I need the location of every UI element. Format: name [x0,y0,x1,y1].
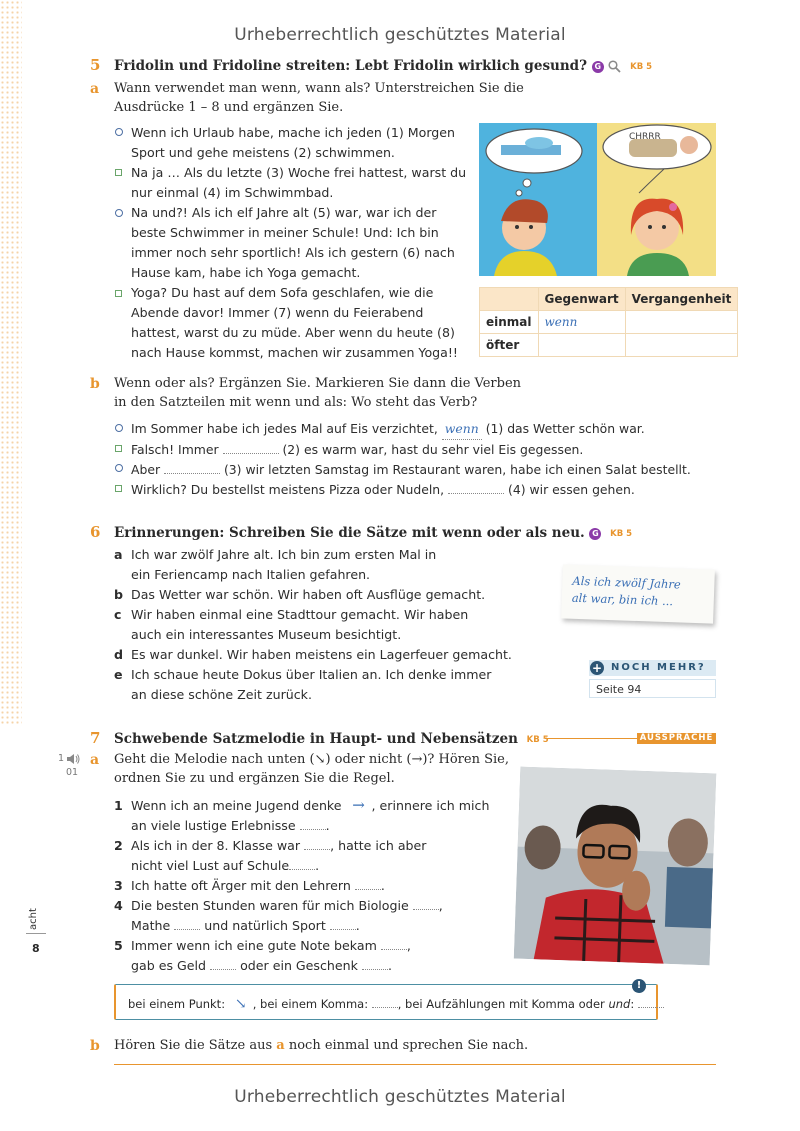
rule-text-und: und [608,997,631,1011]
item-number: 1 [114,798,123,813]
speaker-fridoline-bullet [115,169,122,176]
exercise-5b-instruction [114,374,534,412]
dialog-line: hattest, warst du zu müde. Aber wenn du heute (8) [131,325,455,340]
item-text: . [325,818,330,833]
aussprache-tag: AUSSPRACHE [637,733,716,744]
exercise-5a-dialog [131,123,471,363]
exercise-5a-letter: a [90,81,100,97]
exercise-7a-letter: a [90,752,100,768]
table-cell-answer[interactable] [625,311,738,334]
speaker-fridolin-bullet [115,209,123,217]
audio-track-label[interactable] [58,753,80,764]
title-rule [545,738,637,739]
instruction-line: ordnen Sie zu und ergänzen Sie die Regel. [114,771,395,786]
table-header: Vergangenheit [625,288,738,311]
dialog-line: nach Hause kommst, machen wir zusammen Yoga!! [131,345,458,360]
exercise-7-number: 7 [90,729,101,747]
list-item [131,440,731,460]
noch-mehr-page-link[interactable]: Seite 94 [589,679,716,698]
grammar-badge-icon: G [592,61,604,73]
list-item [114,545,534,565]
answer-blank[interactable] [300,829,326,830]
item-text: Wenn ich an meine Jugend denke [131,798,342,813]
dialog-line: Hause kam, habe ich Yoga gemacht. [131,265,361,280]
item-text: Immer wenn ich eine gute Note bekam [131,938,377,953]
decorative-dot-pattern [0,0,22,725]
noch-mehr-label: NOCH MEHR? [611,662,706,673]
item-text: oder ein Geschenk [240,958,358,973]
item-text: gab es Geld [131,958,207,973]
item-text: Ich war zwölf Jahre alt. Ich bin zum ersten Mal in [131,547,437,562]
table-cell-answer[interactable] [538,334,625,357]
snore-text: CHRRR [629,132,661,142]
item-text: (4) wir essen gehen. [508,482,635,497]
item-text: Im Sommer habe ich jedes Mal auf Eis verzichtet, [131,421,438,436]
note-line: Als ich zwölf Jahre [572,573,681,592]
item-text: Mathe [131,918,171,933]
speaker-fridolin-bullet [115,128,123,136]
list-item [114,936,514,956]
item-text: (3) wir letzten Samstag im Restaurant waren, habe ich einen Salat bestellt. [223,462,691,477]
exercise-6-title-text: Erinnerungen: Schreiben Sie die Sätze mit wenn oder als neu. [114,525,585,541]
item-text: Ich hatte oft Ärger mit den Lehrern [131,878,351,893]
magnifier-icon [608,60,621,73]
item-letter: b [114,587,124,602]
speaker-bullet [115,424,123,432]
exercise-6-number: 6 [90,523,101,541]
rule-text-part: , bei einem Komma: [252,997,369,1011]
plus-icon: + [591,661,603,675]
item-text: nicht viel Lust auf Schule [131,858,290,873]
speaker-bullet [115,445,122,452]
item-text: Wir haben einmal eine Stadttour gemacht. Wir haben [131,607,469,622]
item-text: Falsch! Immer [131,442,219,457]
instruction-text: Hören Sie die Sätze aus [114,1038,273,1053]
item-text: (1) das Wetter schön war. [485,421,645,436]
item-text: und natürlich Sport [204,918,326,933]
kb-reference: KB 5 [526,734,549,745]
rule-text-part: , bei Aufzählungen mit Komma oder [397,997,605,1011]
exercise-7b-letter: b [90,1038,100,1054]
list-item [131,480,731,500]
exercise-7a-items [114,795,514,976]
exercise-5b-letter: b [90,376,100,392]
dialog-line: Wenn ich Urlaub habe, mache ich jeden (1) Morgen [131,125,455,140]
speaker-icon [67,754,80,764]
item-text: Die besten Stunden waren für mich Biologie [131,898,409,913]
dialog-line: Na ja … Als du letzte (3) Woche frei hattest, warst du [131,165,467,180]
exercise-5b-items [131,419,731,500]
instruction-line: Ausdrücke 1 – 8 und ergänzen Sie. [114,100,344,115]
item-letter: e [114,667,123,682]
exercise-7b-instruction [114,1036,534,1055]
list-item [114,585,534,605]
item-text: (2) es warm war, hast du sehr viel Eis gegessen. [282,442,584,457]
student-photo [514,767,717,966]
instruction-line: Wenn oder als? Ergänzen Sie. Markieren Sie dann die Verben [114,376,522,391]
item-number: 2 [114,838,123,853]
dialog-line: Sport und gehe meistens (2) schwimmen. [131,145,395,160]
answer-blank[interactable] [164,473,220,474]
item-text: Als ich in der 8. Klasse war [131,838,301,853]
list-item [114,896,514,916]
noch-mehr-header [589,660,716,676]
list-item [114,836,514,856]
answer-blank[interactable] [223,453,279,454]
answer-blank[interactable] [210,969,236,970]
list-item-cont: an diese schöne Zeit zurück. [131,687,312,702]
instruction-line: in den Satzteilen mit wenn und als: Wo steht das Verb? [114,395,478,410]
example-note-card [561,564,715,623]
item-text: . [315,858,320,873]
item-text: , [406,938,411,953]
exercise-6-title [114,525,632,541]
list-item-cont [114,816,514,836]
bottom-rule [114,1064,716,1065]
rule-text-colon: : [630,997,635,1011]
answer-blank[interactable] [289,869,315,870]
instruction-text: noch einmal und sprechen Sie nach. [288,1038,529,1053]
table-header-empty [480,288,539,311]
dialog-line: Abende davor! Immer (7) wenn du Feierabend [131,305,424,320]
answer-blank[interactable] [448,493,504,494]
arrow-answer[interactable]: → [352,796,365,814]
exercise-7-title [114,731,549,747]
item-text: Wirklich? Du bestellst meistens Pizza oder Nudeln, [131,482,445,497]
item-number: 3 [114,878,123,893]
table-cell-answer[interactable]: wenn [538,311,625,334]
speaker-bullet [115,464,123,472]
watermark-top: Urheberrechtlich geschütztes Material [234,25,566,45]
dialog-line: Na und?! Als ich elf Jahre alt (5) war, war ich der [131,205,437,220]
rule-answer-arrow[interactable]: ↘ [234,996,247,1012]
exercise-5-number: 5 [90,56,101,74]
rule-alert-icon: ! [632,979,646,993]
table-row-label: einmal [480,311,539,334]
kb-reference: KB 5 [610,528,633,539]
exercise-7-title-text: Schwebende Satzmelodie in Haupt- und Nebensätzen [114,731,518,747]
speaker-fridoline-bullet [115,290,122,297]
rule-box [114,980,658,1020]
speaker-bullet [115,485,122,492]
exercise-5-title-text: Fridolin und Fridoline streiten: Lebt Fridolin wirklich gesund? [114,58,588,74]
list-item [114,605,534,625]
list-item-cont: ein Feriencamp nach Italien gefahren. [131,567,371,582]
table-cell-answer[interactable] [625,334,738,357]
list-item [114,876,514,896]
page-word: acht [28,908,39,930]
list-item [131,419,731,440]
item-letter: c [114,607,122,622]
answer-blank[interactable] [330,929,356,930]
answer-blank[interactable] [381,949,407,950]
item-text: , hatte ich aber [330,838,427,853]
item-text: . [380,878,385,893]
example-note-text [561,564,715,619]
answer-blank[interactable] [355,889,381,890]
list-item-cont: gab es Geld oder ein Geschenk . [131,958,392,973]
dialog-line: beste Schwimmer in meiner Schule! Und: Ich bin [131,225,439,240]
comic-illustration [479,123,716,276]
item-letter: a [114,547,123,562]
table-row-label: öfter [480,334,539,357]
rule-text [128,996,664,1012]
exercise-5-title [114,58,652,74]
answer-blank[interactable]: wenn [442,419,482,440]
item-text: an viele lustige Erlebnisse [131,818,296,833]
grammar-badge-icon: G [589,528,601,540]
item-text: Aber [131,462,161,477]
list-item [114,795,514,816]
audio-track-number: 1 [58,753,65,764]
answer-blank[interactable] [372,1007,398,1008]
dialog-line: immer noch sehr sportlich! Als ich gestern (6) nach [131,245,455,260]
exercise-7a-instruction [114,750,514,788]
list-item [131,460,731,480]
instruction-ref: a [276,1038,285,1053]
audio-file-number: 01 [66,767,79,778]
instruction-line: Wann verwendet man wenn, wann als? Unterstreichen Sie die [114,81,524,96]
dialog-line: nur einmal (4) im Schwimmbad. [131,185,334,200]
dialog-line: Yoga? Du hast auf dem Sofa geschlafen, wie die [131,285,434,300]
answer-blank[interactable] [362,969,388,970]
item-text: Das Wetter war schön. Wir haben oft Ausflüge gemacht. [131,587,486,602]
footer-divider [26,933,46,934]
rule-text-part: bei einem Punkt: [128,997,226,1011]
answer-blank[interactable] [304,849,330,850]
kb-reference: KB 5 [630,61,653,72]
item-text: , erinnere ich mich [371,798,490,813]
item-text: Ich schaue heute Dokus über Italien an. Ich denke immer [131,667,492,682]
list-item [114,645,534,665]
page-number: 8 [32,942,40,955]
list-item [114,665,534,685]
item-number: 4 [114,898,123,913]
exercise-5a-instruction [114,79,534,117]
list-item-cont [114,856,514,876]
answer-blank[interactable] [413,909,439,910]
list-item-cont: auch ein interessantes Museum besichtigt. [131,627,402,642]
list-item-cont: Mathe und natürlich Sport . [131,918,360,933]
answer-blank[interactable] [638,1007,664,1008]
answer-blank[interactable] [174,929,200,930]
item-text: Es war dunkel. Wir haben meistens ein Lagerfeuer gemacht. [131,647,512,662]
tense-table [479,287,738,357]
item-text: , [438,898,443,913]
table-header: Gegenwart [538,288,625,311]
watermark-bottom: Urheberrechtlich geschütztes Material [234,1087,566,1107]
item-letter: d [114,647,124,662]
exercise-6-items [114,545,534,705]
instruction-line: Geht die Melodie nach unten (↘) oder nicht (→)? Hören Sie, [114,752,509,767]
item-number: 5 [114,938,123,953]
note-line: alt war, bin ich ... [571,590,674,609]
